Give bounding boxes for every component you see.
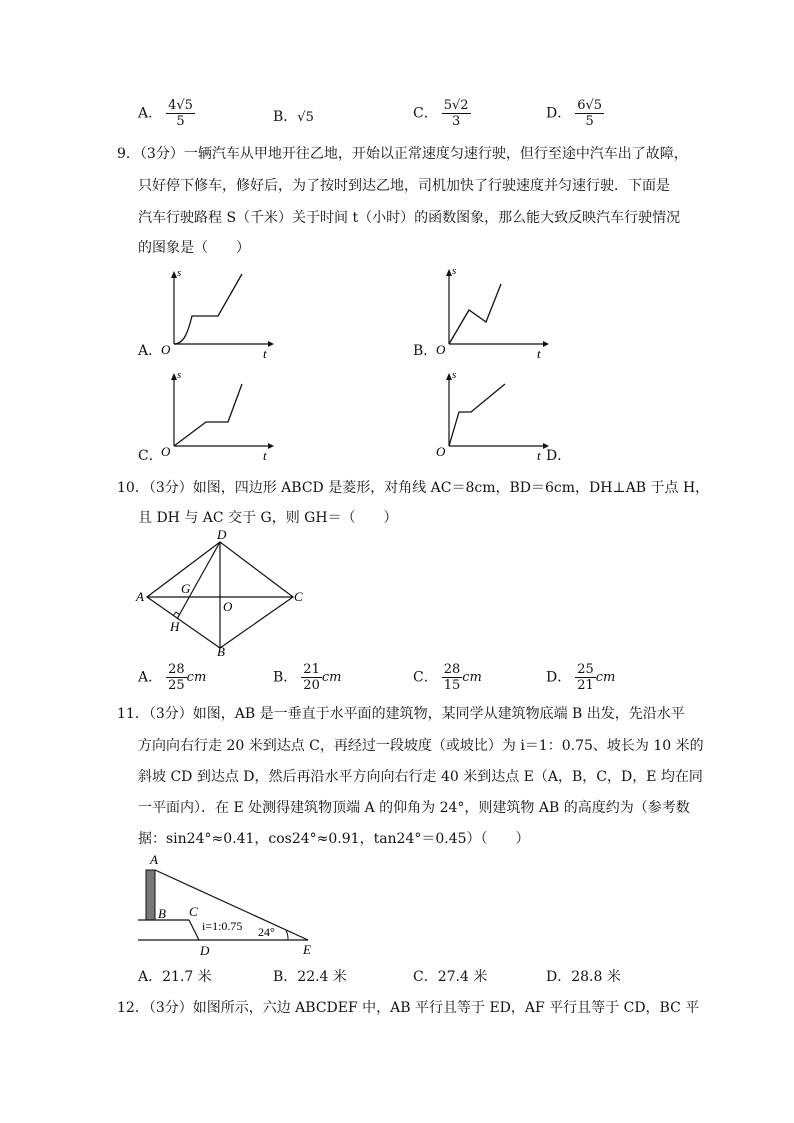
q10-label-b: B [217, 644, 225, 659]
q10-option-b: B． $\frac{21}{20}$ cm [273, 662, 342, 693]
q11-option-b: B．22.4 米 [273, 969, 347, 985]
q8-option-d: D． $\frac{6√5}{5}$ [546, 98, 603, 129]
q9-line-2: 只好停下修车，修好后，为了按时到达乙地，司机加快了行驶速度并匀速行驶．下面是 [138, 178, 670, 194]
q9-graph-d-label: D． [546, 448, 572, 464]
q9-graph-d [425, 366, 555, 466]
q10-option-a: A． $\frac{28}{25}$ cm [138, 662, 207, 693]
q10-label-c: C [294, 589, 303, 604]
q11-option-a: A．21.7 米 [138, 969, 212, 985]
q11-label-a: A [150, 852, 158, 867]
q11-slope-label: i=1:0.75 [202, 919, 243, 933]
q10-line-1: 10．（3分）如图，四边形 ABCD 是菱形，对角线 AC＝8cm，BD＝6cm，DH⊥AB 于点 H， [117, 480, 710, 496]
q10-label-a: A [136, 589, 144, 604]
q11-option-d: D．28.8 米 [546, 969, 621, 985]
q10-option-d: D． $\frac{25}{21}$ cm [546, 662, 616, 693]
q11-label-e: E [303, 942, 311, 957]
q11-line-5: 据：sin24°≈0.41，cos24°≈0.91，tan24°＝0.45）（ ） [138, 831, 530, 847]
q10-rhombus-figure [130, 530, 320, 660]
q10-label-h: H [170, 619, 180, 634]
q9-graph-c-yaxis: s [177, 369, 182, 381]
q8-option-c: C． $\frac{5√2}{3}$ [413, 98, 469, 129]
q11-option-c: C．27.4 米 [413, 969, 488, 985]
q11-angle-label: 24° [258, 925, 275, 939]
q9-graph-a-xaxis: t [263, 346, 267, 361]
q9-graph-d-xaxis: t [537, 448, 541, 463]
q10-option-c: C． $\frac{28}{15}$ cm [413, 662, 482, 693]
q9-graph-a-yaxis: s [177, 267, 182, 279]
q9-graph-b-xaxis: t [537, 346, 541, 361]
q9-graph-b-yaxis: s [452, 265, 457, 277]
q9-graph-d-curve [449, 384, 505, 446]
q9-graph-c-label: C． [138, 448, 163, 464]
q9-graph-b-label: B． [413, 343, 438, 359]
q10-label-o: O [223, 599, 233, 614]
q9-graph-a-curve [174, 274, 242, 344]
q11-label-c: C [189, 904, 198, 919]
q9-graph-c-xaxis: t [263, 448, 267, 463]
q9-line-3: 汽车行驶路程 S（千米）关于时间 t（小时）的函数图象，那么能大致反映汽车行驶情况 [138, 210, 681, 226]
q8-option-b: B．√5 [273, 109, 314, 125]
q9-graph-d-origin: O [436, 444, 446, 459]
q11-line-4: 一平面内）．在 E 处测得建筑物顶端 A 的仰角为 24°，则建筑物 AB 的高度约为（参考数 [138, 800, 690, 816]
q9-graph-c-origin: O [161, 444, 171, 459]
q11-line-2: 方向向右行走 20 米到达点 C，再经过一段坡度（或坡比）为 i＝1：0.75、坡长为 10 米的 [138, 738, 704, 754]
q9-graph-c-curve [174, 384, 242, 446]
q11-line-1: 11．（3分）如图，AB 是一垂直于水平面的建筑物，某同学从建筑物底端 B 出发，先沿水平 [117, 706, 685, 722]
q9-graph-a-origin: O [161, 342, 171, 357]
q9-graph-c [150, 366, 280, 466]
q11-building [146, 870, 155, 920]
q9-graph-a-label: A． [138, 343, 163, 359]
q9-line-1: 9．（3分）一辆汽车从甲地开往乙地，开始以正常速度匀速行驶，但行至途中汽车出了故障， [117, 146, 688, 162]
q9-graph-a [150, 262, 280, 362]
q11-building-figure [134, 850, 324, 962]
q9-graph-b-origin: O [436, 342, 446, 357]
q9-graph-b [425, 262, 555, 362]
q10-line-2: 且 DH 与 AC 交于 G，则 GH＝（ ） [138, 510, 398, 526]
q9-graph-b-curve [449, 284, 501, 344]
q8-option-a: A． $\frac{4√5}{5}$ [138, 98, 193, 129]
q10-label-d: D [217, 530, 227, 542]
q9-graph-d-yaxis: s [452, 369, 457, 381]
q11-label-b: B [158, 906, 166, 921]
q9-line-4: 的图象是（ ） [138, 240, 250, 256]
q10-label-g: G [181, 581, 191, 596]
q11-line-3: 斜坡 CD 到达点 D，然后再沿水平方向向右行走 40 米到达点 E（A，B，C，D，E 均在同 [138, 769, 703, 785]
q12-line-1: 12．（3分）如图所示，六边 ABCDEF 中，AB 平行且等于 ED，AF 平行且等于 CD，BC 平 [117, 1000, 700, 1016]
q11-label-d: D [200, 943, 210, 958]
